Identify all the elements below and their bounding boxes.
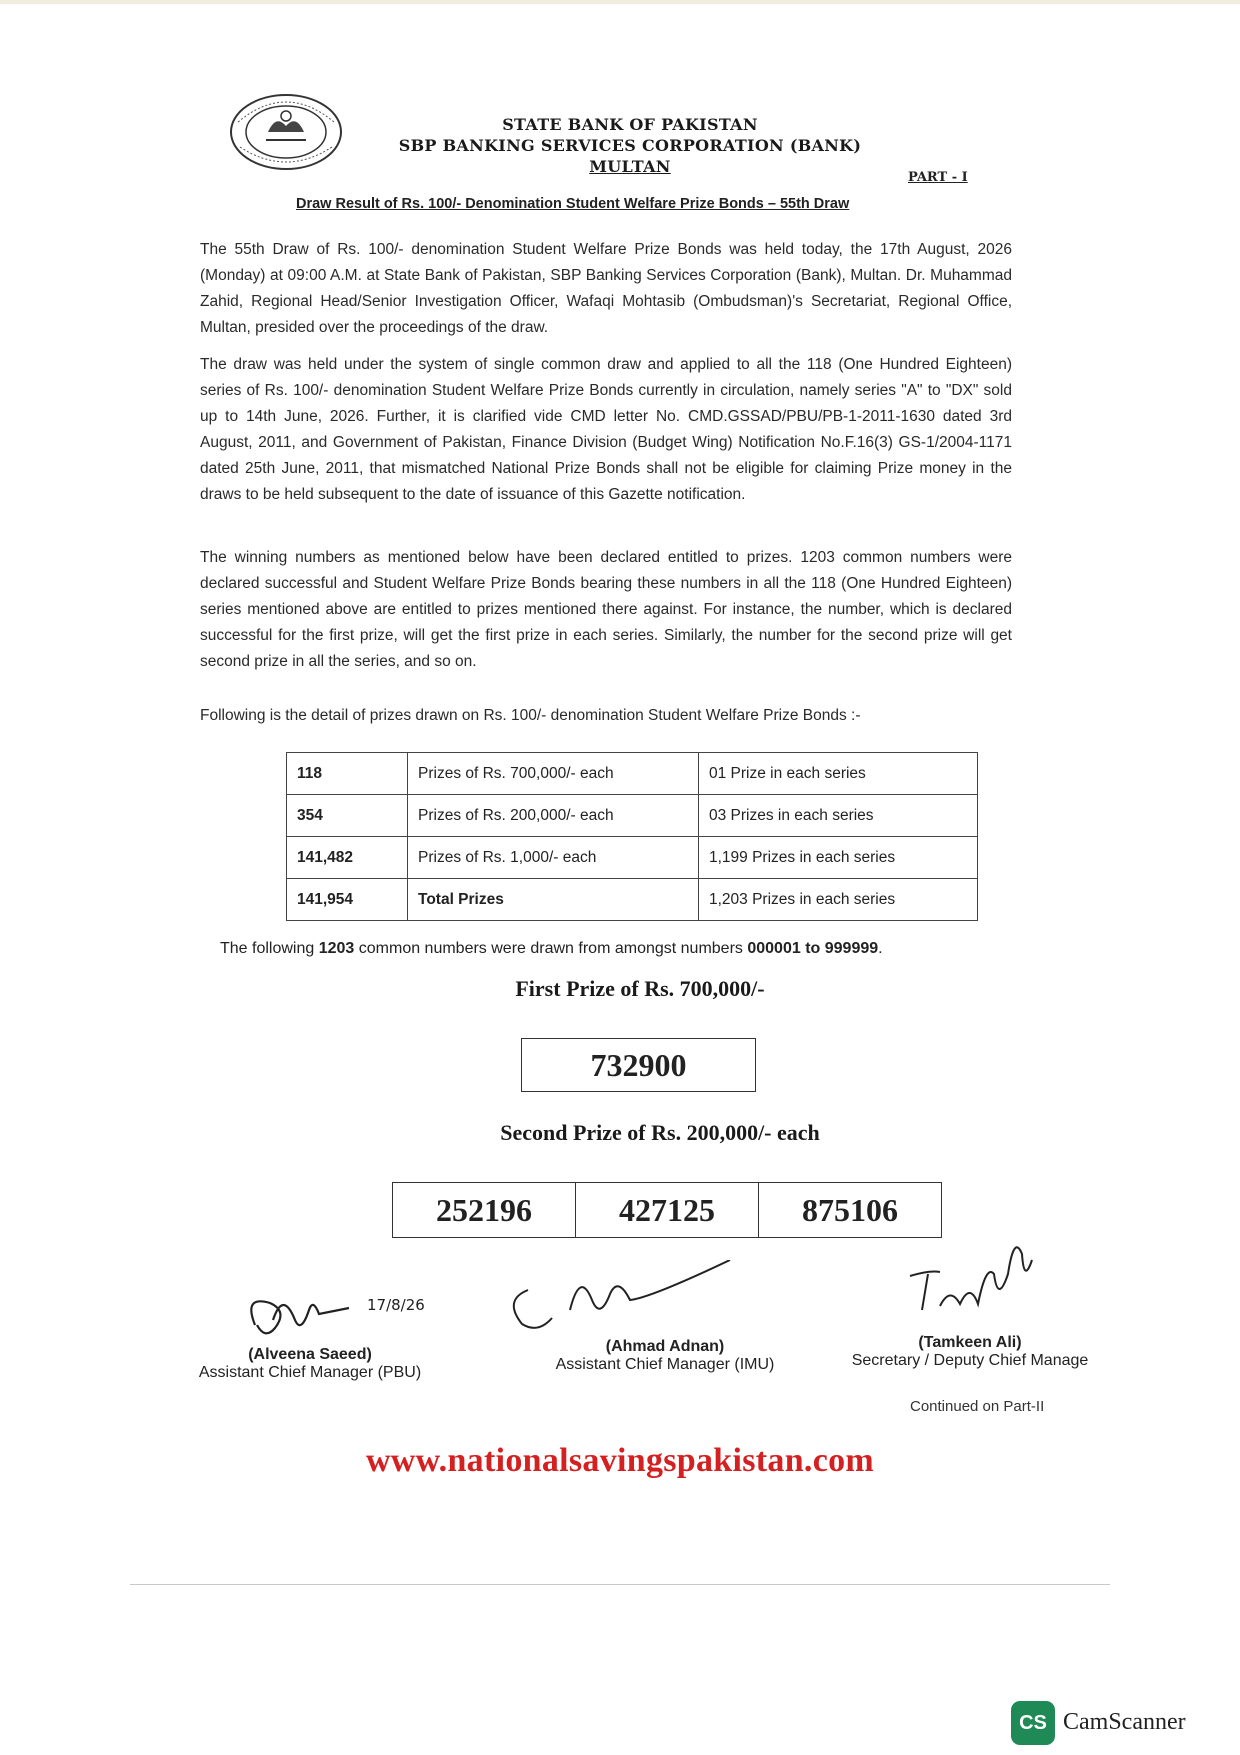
signatory-imu: [520, 1338, 810, 1374]
table-row: [287, 795, 978, 837]
camscanner-icon: CS: [1011, 1701, 1055, 1745]
number-range-text: [220, 940, 883, 958]
second-prize-heading: Second Prize of Rs. 200,000/- each: [500, 1120, 820, 1145]
prize-per-series: 03 Prizes in each series: [699, 795, 978, 837]
bank-name: STATE BANK OF PAKISTAN: [502, 115, 758, 134]
signatory-title: Assistant Chief Manager (IMU): [555, 1356, 775, 1373]
prize-detail-intro: Following is the detail of prizes drawn on Rs. 100/- denomination Student Welfare Prize Bonds :-: [200, 707, 861, 724]
winning-numbers-paragraph: The winning numbers as mentioned below have been declared entitled to prizes. 1203 common numbers were declared successful and Student Welfare Prize Bonds bearing these numbers in all the 118 (One Hundred Eighteen) series mentioned above are entitled to prizes mentioned there against. For instance, the number, which is declared successful for the first prize, will get the first prize in each series. Similarly, the number for the second prize will get second prize in all the series, and so on.: [200, 549, 1012, 670]
range-text-mid: common numbers were drawn from amongst numbers: [354, 940, 748, 957]
part-label: PART - I: [908, 170, 968, 185]
prize-count: 141,482: [287, 837, 408, 879]
sbp-seal-logo: [228, 92, 344, 172]
city-name: MULTAN: [589, 157, 671, 176]
prize-count: 354: [287, 795, 408, 837]
website-link[interactable]: www.nationalsavingspakistan.com: [365, 1442, 875, 1479]
prize-description: Prizes of Rs. 200,000/- each: [408, 795, 699, 837]
signatory-pbu: [165, 1346, 455, 1382]
range-count: 1203: [318, 940, 355, 957]
first-prize-number: 732900: [521, 1038, 756, 1092]
second-prize-numbers: [392, 1182, 942, 1238]
signatory-name: (Alveena Saeed): [248, 1346, 372, 1363]
prize-description: Total Prizes: [408, 879, 699, 921]
table-row: [287, 753, 978, 795]
prize-description: Prizes of Rs. 1,000/- each: [408, 837, 699, 879]
signature-date: 17/8/26: [367, 1296, 425, 1314]
second-prize-number: 875106: [802, 1192, 898, 1228]
range-to-word: to: [800, 940, 825, 957]
table-row: [287, 837, 978, 879]
prize-description: Prizes of Rs. 700,000/- each: [408, 753, 699, 795]
prize-per-series: 1,199 Prizes in each series: [699, 837, 978, 879]
range-text-pre: The following: [220, 940, 319, 957]
signatory-secretary: [820, 1334, 1120, 1370]
signatory-title: Secretary / Deputy Chief Manage: [851, 1352, 1089, 1369]
second-prize-number: 427125: [576, 1183, 759, 1237]
signature-ahmad: [500, 1260, 760, 1340]
range-to: 999999: [824, 940, 879, 957]
page-bottom-line: [130, 1584, 1110, 1585]
second-prize-number: 252196: [393, 1183, 576, 1237]
letterhead: [380, 114, 880, 177]
table-row: [287, 879, 978, 921]
page-top-edge: [0, 0, 1240, 4]
prize-per-series: 01 Prize in each series: [699, 753, 978, 795]
corporation-name: SBP BANKING SERVICES CORPORATION (BANK): [398, 136, 862, 155]
signatory-name: (Ahmad Adnan): [605, 1338, 725, 1355]
prize-per-series: 1,203 Prizes in each series: [699, 879, 978, 921]
first-prize-heading: First Prize of Rs. 700,000/-: [515, 976, 765, 1001]
range-text-end: .: [878, 940, 883, 957]
camscanner-label: CamScanner: [1063, 1709, 1186, 1735]
document-title: Draw Result of Rs. 100/- Denomination Student Welfare Prize Bonds – 55th Draw: [296, 196, 850, 212]
signature-tamkeen: [900, 1246, 1080, 1326]
range-from: 000001: [747, 940, 801, 957]
continued-note: Continued on Part-II: [910, 1398, 1045, 1415]
signatory-title: Assistant Chief Manager (PBU): [198, 1364, 422, 1381]
prize-count: 118: [287, 753, 408, 795]
signatory-name: (Tamkeen Ali): [918, 1334, 1022, 1351]
prize-table: [286, 752, 978, 921]
signature-alveena: [235, 1280, 435, 1350]
draw-system-paragraph: The draw was held under the system of single common draw and applied to all the 118 (One Hundred Eighteen) series of Rs. 100/- denomination Student Welfare Prize Bonds currently in circulation, namely series "A" to "DX" sold up to 14th June, 2026. Further, it is clarified vide CMD letter No. CMD.GSSAD/PBU/PB-1-2011-1630 dated 3rd August, 2011, and Government of Pakistan, Finance Division (Budget Wing) Notification No.F.16(3) GS-1/2004-1171 dated 25th June, 2011, that mismatched National Prize Bonds shall not be eligible for claiming Prize money in the draws to be held subsequent to the date of issuance of this Gazette notification.: [200, 356, 1012, 503]
intro-paragraph: The 55th Draw of Rs. 100/- denomination Student Welfare Prize Bonds was held today, the 17th August, 2026 (Monday) at 09:00 A.M. at State Bank of Pakistan, SBP Banking Services Corporation (Bank), Multan. Dr. Muhammad Zahid, Regional Head/Senior Investigation Officer, Wafaqi Mohtasib (Ombudsman)'s Secretariat, Regional Office, Multan, presided over the proceedings of the draw.: [200, 241, 1012, 336]
prize-count: 141,954: [287, 879, 408, 921]
